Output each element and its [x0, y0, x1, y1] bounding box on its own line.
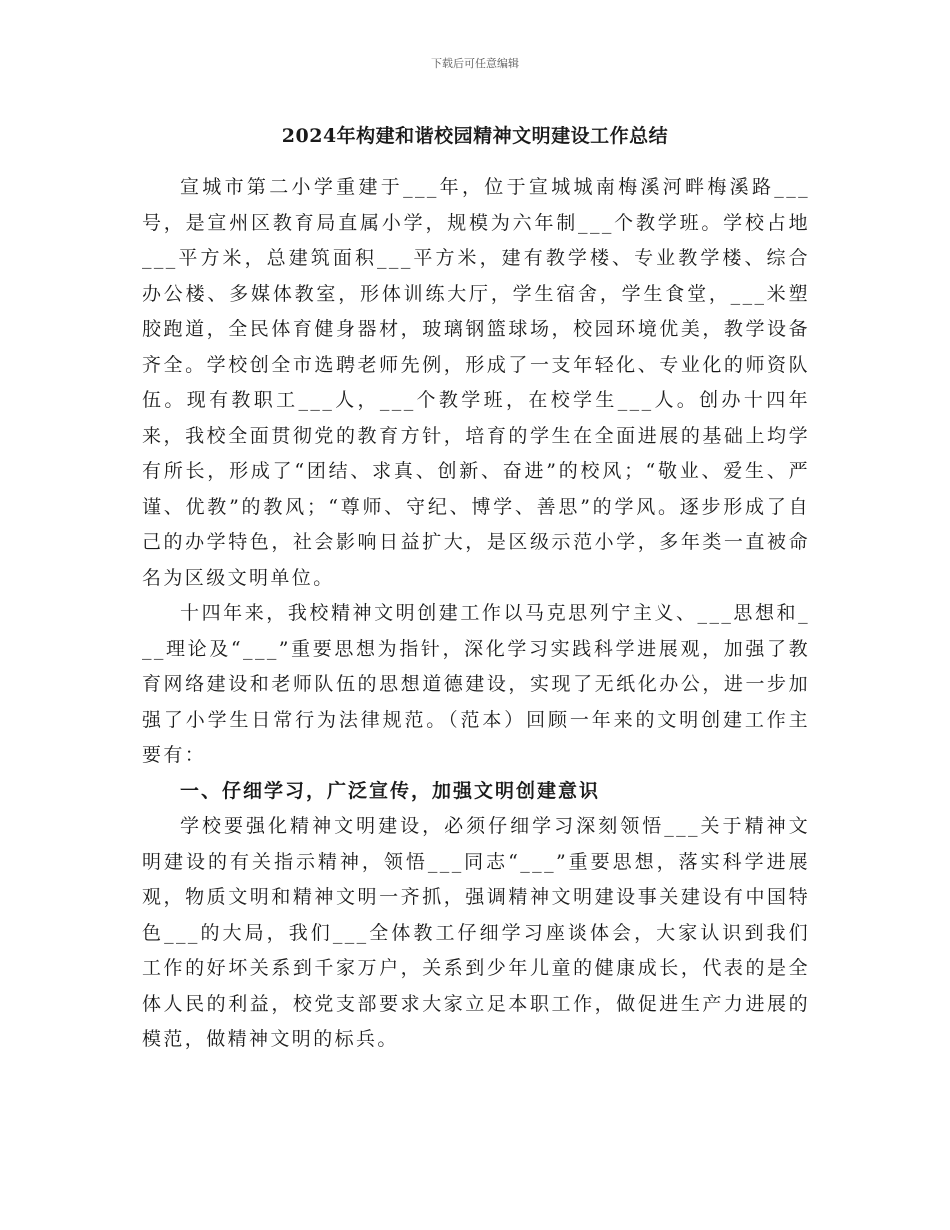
overview-paragraph: 十四年来，我校精神文明创建工作以马克思列宁主义、___思想和___理论及“___”重要思想为指针，深化学习实践科学进展观，加强了教育网络建设和老师队伍的思想道德建设，实现了无纸化办公，进一步加强了小学生日常行为法律规范。（范本）回顾一年来的文明创建工作主要有：	[142, 602, 810, 766]
document-body	[142, 170, 810, 1058]
document-title: 2024年构建和谐校园精神文明建设工作总结	[281, 125, 669, 147]
section-paragraph: 学校要强化精神文明建设，必须仔细学习深刻领悟___关于精神文明建设的有关指示精神，领悟___同志“___”重要思想，落实科学进展观，物质文明和精神文明一齐抓，强调精神文明建设事关建设有中国特色___的大局，我们___全体教工仔细学习座谈体会，大家认识到我们工作的好坏关系到千家万户，关系到少年儿童的健康成长，代表的是全体人民的利益，校党支部要求大家立足本职工作，做促进生产力进展的模范，做精神文明的标兵。	[142, 815, 810, 1050]
intro-paragraph: 宣城市第二小学重建于___年，位于宣城城南梅溪河畔梅溪路___号，是宣州区教育局直属小学，规模为六年制___个教学班。学校占地___平方米，总建筑面积___平方米，建有教学楼、专业教学楼、综合办公楼、多媒体教室，形体训练大厅，学生宿舍，学生食堂，___米塑胶跑道，全民体育健身器材，玻璃钢篮球场，校园环境优美，教学设备齐全。学校创全市选聘老师先例，形成了一支年轻化、专业化的师资队伍。现有教职工___人，___个教学班，在校学生___人。创办十四年来，我校全面贯彻党的教育方针，培育的学生在全面进展的基础上均学有所长，形成了“团结、求真、创新、奋进”的校风；“敬业、爱生、严谨、优教”的教风；“尊师、守纪、博学、善思”的学风。逐步形成了自己的办学特色，社会影响日益扩大，是区级示范小学，多年类一直被命名为区级文明单位。	[142, 176, 810, 589]
section-heading: 一、仔细学习，广泛宣传，加强文明创建意识	[180, 779, 601, 802]
header-note: 下载后可任意编辑	[431, 57, 519, 70]
